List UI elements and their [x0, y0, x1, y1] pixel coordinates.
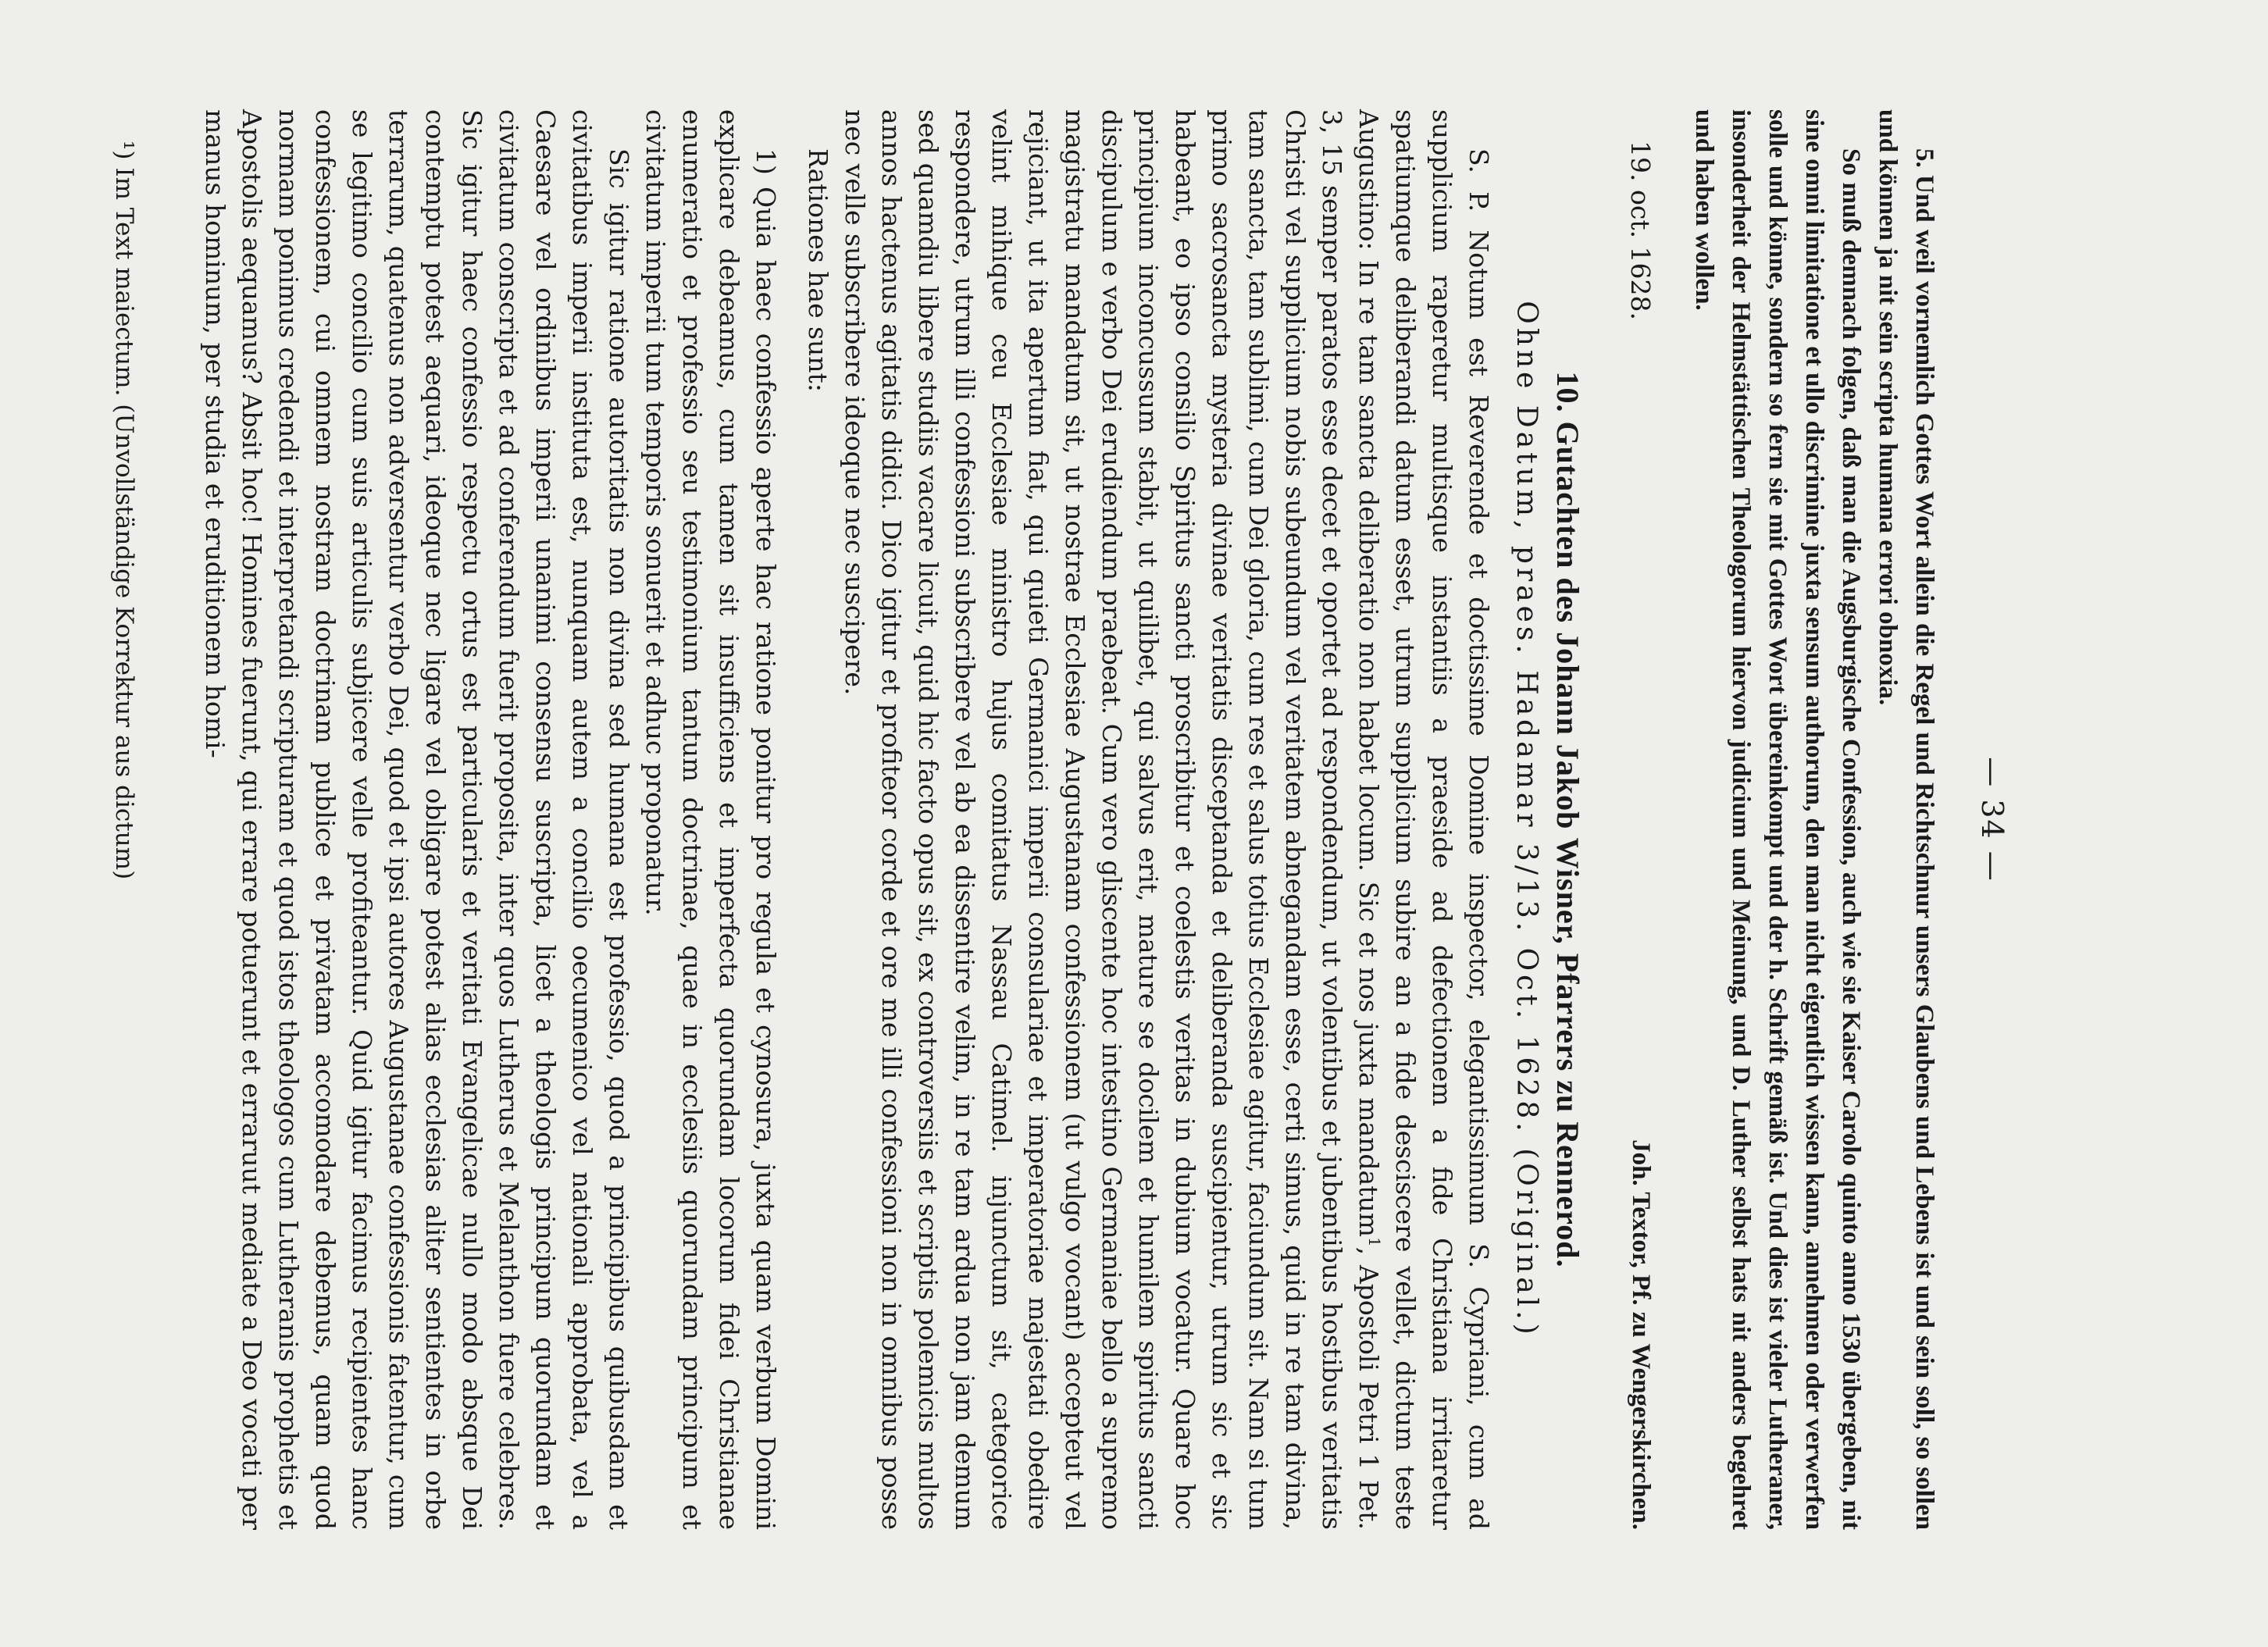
- document-subtitle: Ohne Datum, praes. Hadamar 3/13. Oct. 1628. (Original.): [1510, 301, 1542, 1339]
- footnote: ¹) Im Text maiectum. (Unvollständige Korrektur aus dictum): [110, 141, 138, 880]
- page-number: — 34 —: [1975, 757, 2009, 882]
- intro-paragraph-1: 5. Und weil vornemlich Gottes Wort allein die Regel und Richtschnur unsers Glaubens und Lebens ist und sein soll, so sollen und können ja nit sein scripta humana errori obnoxia.: [1874, 109, 1938, 1530]
- footnote-marker: 1: [1365, 1237, 1384, 1247]
- intro-paragraph-2: So muß demnach folgen, daß man die Augsburgische Confession, auch wie sie Kaiser Carolo quinto anno 1530 übergeben, nit sine omni limitatione et ullo discrimine juxta sensum authorum, den man nicht eigentlich wissen kann, annehmen oder verwerfen solle und könne, sondern so fern sie mit Gottes Wort übereinkompt und der h. Schrift gemäß ist. Und dies ist vieler Lutheraner, insonderheit der Helmstättischen Theologorum hiervon judicium und Meinung, und D. Luther selbst hats nit anders begehret und haben wollen.: [1690, 109, 1865, 1531]
- document-title: 10. Gutachten des Johann Jakob Wisner, Pfarrers zu Rennerod.: [1550, 371, 1585, 1268]
- body-paragraph-1-start: S. P. Notum est Reverende et doctissime Domine inspector, elegantissimum S. Cypriani, cum ad supplicium raperetur multisque instantiis a praeside ad defectionem a fide Christiana irritaretur spatiumque deliberandi datum esset, utrum supplicium subire an a fide desciscere vellet, dictum teste Augustino: In re tam sancta deliberatio non habet locum. Sic et nos juxta mandatum: [1353, 109, 1494, 1530]
- body-paragraph-3: 1) Quia haec confessio aperte hac ratione ponitur pro regula et cynosura, juxta quam verbum Domini explicare debeamus, cum tamen sit insufficiens et imperfecta quorundam locorum fidei Christianae enumeratio et professio seu testimonium tantum doctrinae, quae in ecclesiis quorundam principum et civitatum imperii tum temporis sonuerit et adhuc proponatur.: [640, 109, 781, 1530]
- body-paragraph-2: Rationes hae sunt:: [803, 148, 833, 392]
- body-paragraph-4: Sic igitur ratione autoritatis non divina sed humana est professio, quod a principibus quibusdam et civitatibus imperii instituta est, nunquam autem a concilio oecumenico vel nationali approbata, vel a Caesare vel ordinibus imperii unanimi consensu suscripta, licet a theologis principum quorundam et civitatum conscripta et ad conferendum fuerit proposita, inter quos Lutherus et Melanthon fuere celebres. Sic igitur haec confessio respectu ortus est particularis et veritati Evangelicae nullo modo absque Dei contemptu potest aequari, ideoque nec ligare vel obligare potest alias ecclesias aliter sentientes in orbe terrarum, quatenus non adversentur verbo Dei, quod et ipsi autores Augustanae confessionis fatentur, cum se legitimo concilio cum suis articulis subjicere velle profiteantur. Quid igitur facimus recipientes hanc confessionem, cui omnem nostram doctrinam publice et privatam accomodare debemus, quam quod normam ponimus credendi et interpretandi scripturam et quod istos theologos cum Lutheranis prophetis et Apostolis aequamus? Absit hoc! Homines fuerunt, qui errare potuerunt et erraruut mediate a Deo vocati per manus hominum, per studia et eruditionem homi-: [200, 109, 634, 1530]
- page-body: [110, 0, 2057, 1647]
- letter-date: 19. oct. 1628.: [1625, 141, 1656, 321]
- body-paragraph-1-rest: , Apostoli Petri 1 Pet. 3, 15 semper paratos esse decet et oportet ad respondendum, ut volentibus et jubentibus hostibus veritatis Christi vel supplicium nobis subeundum vel veritatem abnegandam esse, certi simus, quid in re tam divina, tam sancta, tam sublimi, cum Dei gloria, cum res et salus totius Ecclesiae agitur, faciundum sit. Nam si tum primo sacrosancta mysteria divinae veritatis disceptanda et deliberanda suscipientur, utrum sic et sic habeant, eo ipso consilio Spiritus sancti proscribitur et coelestis veritas in dubium vocatur. Quare hoc principium inconcussum stabit, ut quilibet, qui salvus erit, mature se docilem et humilem spiritus sancti discipulum e verbo Dei erudiendum praebeat. Cum vero gliscente hoc intestino Germaniae bello a supremo magistratu mandatum sit, ut nostrae Ecclesiae Augustanam confessionem (ut vulgo vocant) accepteut vel rejiciant, ut ita apertum fiat, qui quieti Germanici imperii consulariae et imperatoriae majestati obedire velint mihique ceu Ecclesiae ministro hujus comitatus Nassau Catimel. injunctum sit, categorice respondere, utrum illi confessioni subscribere vel ab ea dissentire velim, in re tam ardua non jam demum sed quamdiu libere studiis vacare licuit, quid hic facto opus sit, ex controversiis et scriptis polemicis multos annos hactenus agitatis didici. Dico igitur et profiteor corde et ore me illi confessioni non in omnibus posse nec velle subscribere ideoque nec suscipere.: [840, 109, 1384, 1530]
- signature: Joh. Textor, Pf. zu Wengerskirchen.: [1627, 1139, 1655, 1530]
- date-signature-line: [1622, 141, 1659, 1530]
- body-paragraph-1: [836, 109, 1497, 1530]
